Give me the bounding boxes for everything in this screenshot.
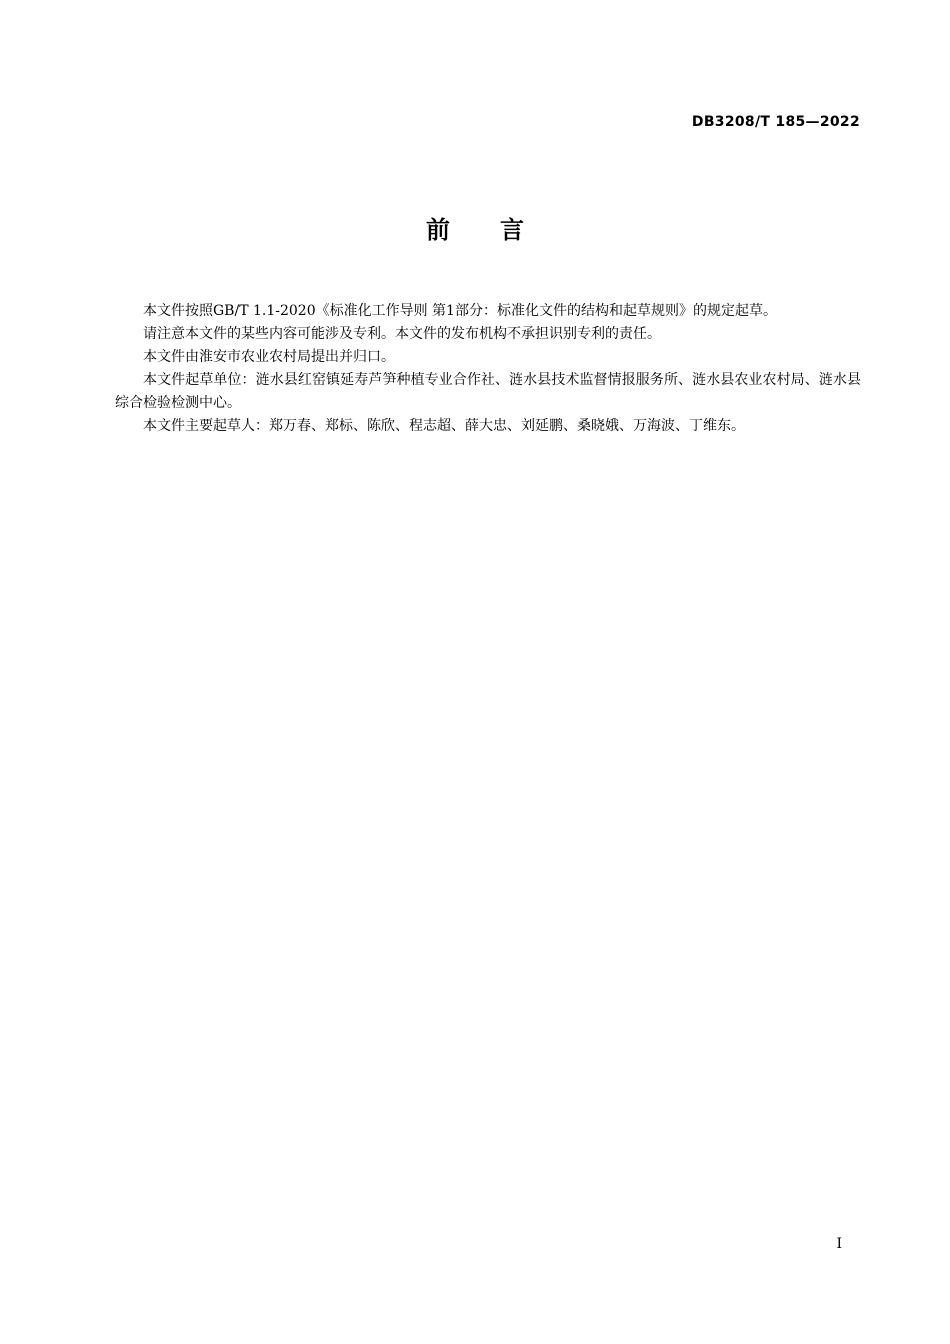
page-number: I <box>836 1236 842 1252</box>
paragraph-drafters: 本文件主要起草人：郑万春、郑标、陈欣、程志超、薛大忠、刘延鹏、桑晓娥、万海波、丁维东。 <box>143 418 745 434</box>
paragraph-patent-notice: 请注意本文件的某些内容可能涉及专利。本文件的发布机构不承担识别专利的责任。 <box>143 326 661 342</box>
document-number: DB3208/T 185—2022 <box>691 114 860 130</box>
section-heading-foreword: 前言 <box>426 216 574 244</box>
paragraph-drafting-units: 本文件起草单位：涟水县红窑镇延寿芦笋种植专业合作社、涟水县技术监督情报服务所、涟水县农业农村局、涟水县综合检验检测中心。 <box>115 372 861 411</box>
foreword-body <box>115 300 861 438</box>
paragraph-proposer: 本文件由淮安市农业农村局提出并归口。 <box>143 349 395 365</box>
paragraph-drafting-rules: 本文件按照GB/T 1.1-2020《标准化工作导则 第1部分：标准化文件的结构和起草规则》的规定起草。 <box>143 303 777 319</box>
